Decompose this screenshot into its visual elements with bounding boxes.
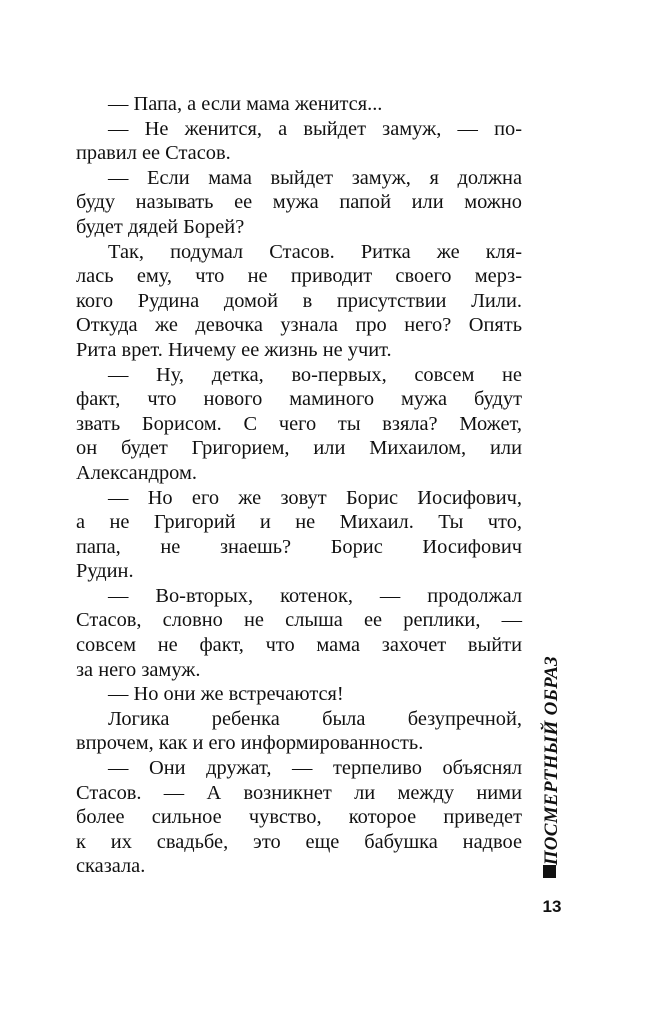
- page-number: 13: [542, 897, 562, 916]
- text-line: — Если мама выйдет замуж, я должна: [108, 166, 522, 189]
- text-line: Откуда же девочка узнала про него? Опять: [76, 314, 522, 337]
- text-line: Стасов. — А возникнет ли между ними: [76, 781, 522, 804]
- text-line: впрочем, как и его информированность.: [76, 732, 424, 755]
- text-line: лась ему, что не приводит своего мерз-: [76, 265, 522, 288]
- running-head: [533, 650, 573, 890]
- square-bullet-icon: [543, 865, 556, 878]
- text-line: совсем не факт, что мама захочет выйти: [76, 634, 522, 657]
- text-line: к их свадьбе, это еще бабушка надвое: [76, 830, 522, 853]
- text-line: правил ее Стасов.: [76, 142, 231, 165]
- text-line: кого Рудина домой в присутствии Лили.: [76, 289, 522, 312]
- text-line: — Не женится, а выйдет замуж, — по-: [108, 117, 522, 140]
- text-line: Стасов, словно не слыша ее реплики, —: [76, 609, 522, 632]
- text-line: — Во-вторых, котенок, — продолжал: [108, 584, 522, 607]
- text-line: Рудин.: [76, 560, 134, 583]
- body-text: [76, 92, 522, 879]
- text-line: буду называть ее мужа папой или можно: [76, 191, 522, 214]
- text-line: факт, что нового маминого мужа будут: [76, 388, 522, 411]
- text-line: Александром.: [76, 461, 197, 484]
- text-line: — Папа, а если мама женится...: [108, 93, 383, 115]
- text-line: — Ну, детка, во-первых, совсем не: [108, 363, 522, 386]
- text-line: — Они дружат, — терпеливо объяснял: [108, 757, 522, 780]
- text-line: Так, подумал Стасов. Ритка же кля-: [108, 240, 522, 263]
- text-line: Логика ребенка была безупречной,: [108, 707, 522, 730]
- text-line: а не Григорий и не Михаил. Ты что,: [76, 511, 522, 534]
- running-head-text: ПОСМЕРТНЫЙ ОБРАЗ: [541, 656, 562, 866]
- text-line: будет дядей Борей?: [76, 215, 245, 238]
- text-line: — Но они же встречаются!: [108, 683, 344, 706]
- text-line: Рита врет. Ничему ее жизнь не учит.: [76, 338, 392, 361]
- text-line: — Но его же зовут Борис Иосифович,: [108, 486, 522, 509]
- text-line: более сильное чувство, которое приведет: [76, 806, 522, 829]
- text-line: за него замуж.: [76, 658, 201, 681]
- text-line: папа, не знаешь? Борис Иосифович: [76, 535, 522, 558]
- text-line: звать Борисом. С чего ты взяла? Может,: [76, 412, 522, 435]
- text-line: он будет Григорием, или Михаилом, или: [76, 437, 522, 460]
- text-line: сказала.: [76, 855, 146, 878]
